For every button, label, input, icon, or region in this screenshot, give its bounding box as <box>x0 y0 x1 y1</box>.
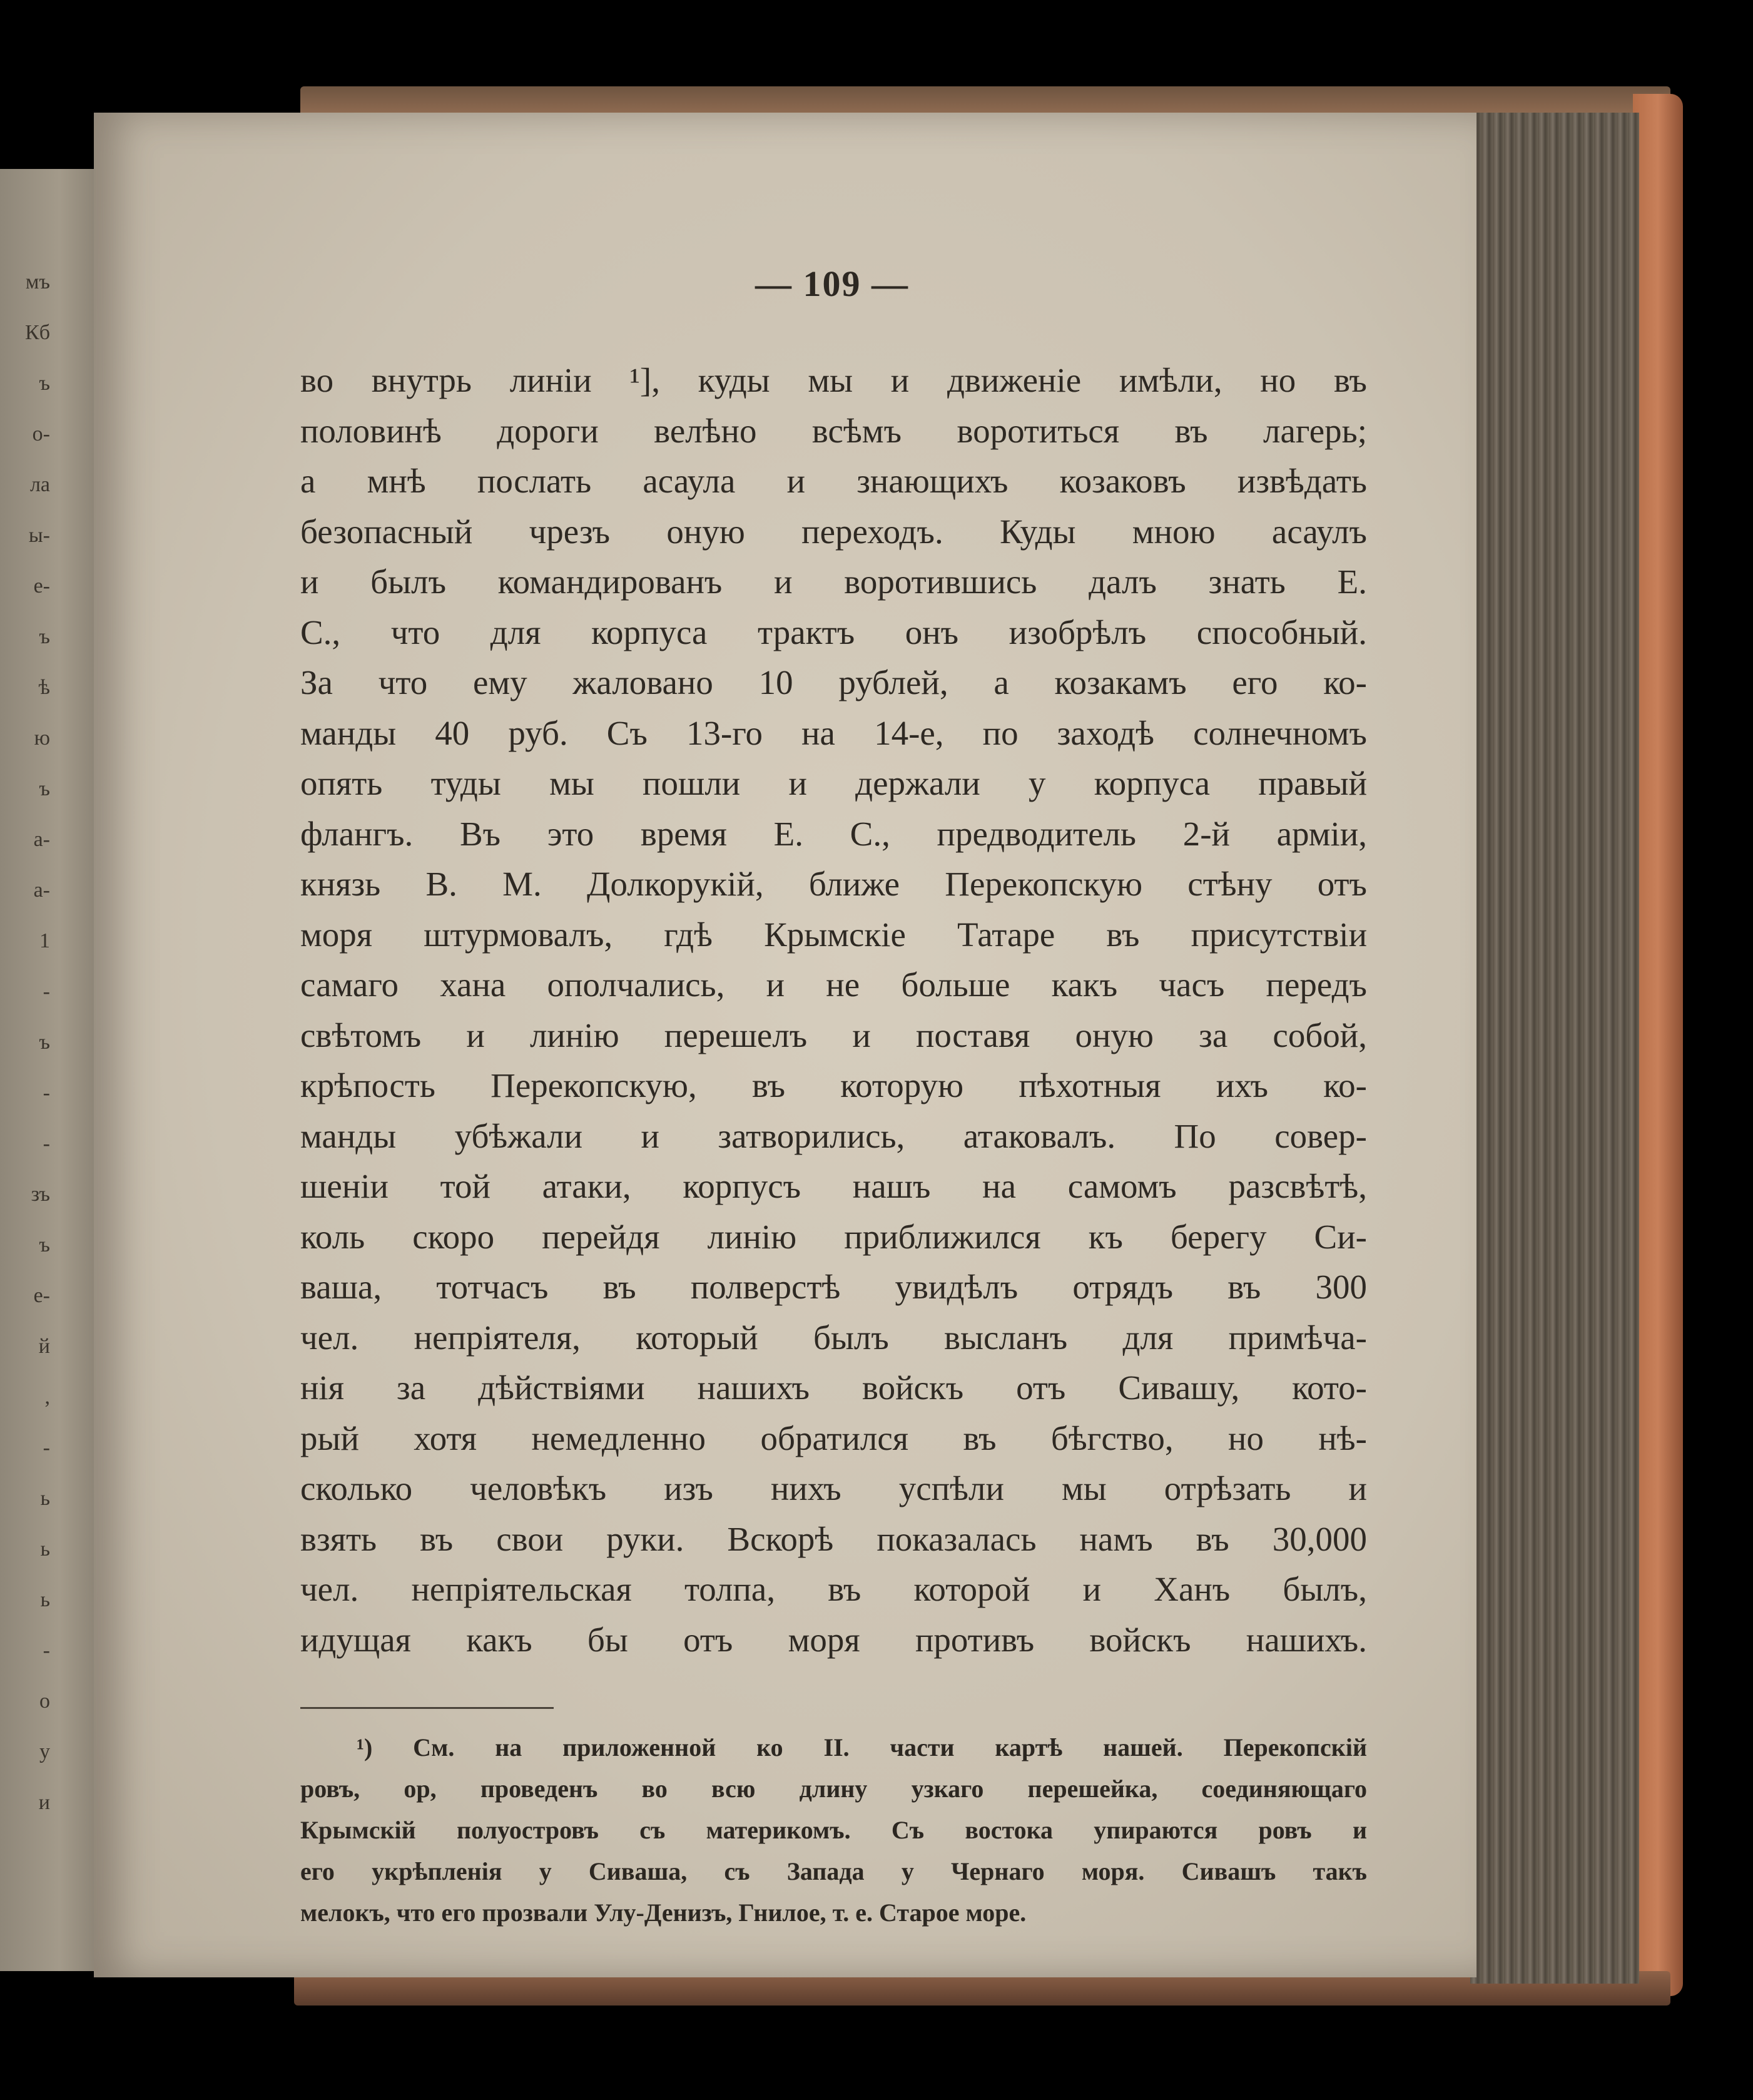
text-line: С., что для корпуса трактъ онъ изобрѣлъ способный. <box>300 613 1367 651</box>
text-line: самаго хана ополчались, и не больше какъ часъ передъ <box>300 966 1367 1004</box>
footnote-line: его укрѣпленія у Сиваша, съ Запада у Чернаго моря. Сивашъ такъ <box>300 1857 1367 1885</box>
footnote-line: мелокъ, что его прозвали Улу-Денизъ, Гнилое, т. е. Старое море. <box>300 1899 1027 1927</box>
fragment: ь <box>40 1487 50 1510</box>
fragment: ь <box>40 1588 50 1611</box>
fragment: ъ <box>39 777 50 800</box>
footnote-line: Крымскій полуостровъ съ материкомъ. Съ востока упираются ровъ и <box>300 1816 1367 1844</box>
fragment: 1 <box>39 929 50 952</box>
text-line: идущая какъ бы отъ моря противъ войскъ нашихъ. <box>300 1620 1367 1659</box>
left-page-text-fragments <box>0 257 50 1828</box>
book-page <box>94 113 1476 1977</box>
fragment: ъ <box>39 372 50 395</box>
text-line: и былъ командированъ и воротившись далъ знать Е. <box>300 563 1367 601</box>
fragment: - <box>43 980 50 1003</box>
text-line: манды убѣжали и затворились, атаковалъ. По совер- <box>300 1116 1367 1155</box>
fragment: е- <box>33 574 50 598</box>
fragment: ю <box>34 726 50 750</box>
fragment: о <box>39 1690 50 1713</box>
text-line: флангъ. Въ это время Е. С., предводитель 2-й арміи, <box>300 814 1367 853</box>
text-line: свѣтомъ и линію перешелъ и поставя оную за собой, <box>300 1016 1367 1054</box>
fragment: ла <box>29 473 50 496</box>
fragment: , <box>44 1385 50 1409</box>
fragment: и <box>38 1791 50 1814</box>
text-line: За что ему жаловано 10 рублей, а козакамъ его ко- <box>300 663 1367 701</box>
fragment: зъ <box>31 1183 50 1206</box>
footnote <box>300 1727 1367 1934</box>
fragment: о- <box>32 422 50 446</box>
fragment: а- <box>33 828 50 851</box>
fragment: ъ <box>39 625 50 648</box>
text-line: манды 40 руб. Съ 13-го на 14-е, по заходѣ солнечномъ <box>300 713 1367 752</box>
fragment: - <box>43 1639 50 1662</box>
fragment: мъ <box>25 270 50 293</box>
text-line: ваша, тотчасъ въ полверстѣ увидѣлъ отрядъ въ 300 <box>300 1268 1367 1306</box>
fragment: й <box>38 1335 50 1358</box>
text-line: во внутрь линіи ¹], куды мы и движеніе имѣли, но въ <box>300 361 1367 399</box>
fragment: - <box>43 1081 50 1104</box>
fragment: ъ <box>39 1233 50 1256</box>
text-line: опять туды мы пошли и держали у корпуса правый <box>300 764 1367 802</box>
page-edges-stack <box>1470 113 1639 1984</box>
text-line: взять въ свои руки. Вскорѣ показалась намъ въ 30,000 <box>300 1519 1367 1558</box>
text-line: половинѣ дороги велѣно всѣмъ воротиться въ лагерь; <box>300 411 1367 450</box>
text-line: а мнѣ послать асаула и знающихъ козаковъ извѣдать <box>300 462 1367 500</box>
text-line: моря штурмовалъ, гдѣ Крымскіе Татаре въ присутствіи <box>300 915 1367 954</box>
fragment: - <box>43 1436 50 1459</box>
book-cover-right-edge <box>1633 94 1683 1996</box>
fragment: е- <box>33 1284 50 1307</box>
text-line: шеніи той атаки, корпусъ нашъ на самомъ разсвѣтѣ, <box>300 1167 1367 1205</box>
fragment: у <box>39 1740 50 1763</box>
footnote-divider <box>300 1707 554 1709</box>
fragment: ы- <box>28 524 50 547</box>
fragment: - <box>43 1132 50 1155</box>
text-line: рый хотя немедленно обратился въ бѣгство, но нѣ- <box>300 1419 1367 1457</box>
text-line: нія за дѣйствіями нашихъ войскъ отъ Сивашу, кото- <box>300 1369 1367 1407</box>
fragment: ѣ <box>38 676 50 699</box>
fragment: ь <box>40 1537 50 1561</box>
page-number: — 109 — <box>755 263 909 304</box>
text-line: чел. непріятельская толпа, въ которой и Ханъ былъ, <box>300 1570 1367 1608</box>
fragment: ъ <box>39 1031 50 1054</box>
footnote-line: ровъ, ор, проведенъ во всю длину узкаго перешейка, соединяющаго <box>300 1775 1367 1803</box>
text-line: крѣпость Перекопскую, въ которую пѣхотныя ихъ ко- <box>300 1066 1367 1104</box>
fragment: Кб <box>25 321 50 344</box>
text-line: сколько человѣкъ изъ нихъ успѣли мы отрѣзать и <box>300 1469 1367 1507</box>
text-line: безопасный чрезъ оную переходъ. Куды мною асаулъ <box>300 512 1367 551</box>
text-line: коль скоро перейдя линію приближился къ берегу Си- <box>300 1217 1367 1256</box>
footnote-line: ¹) См. на приложенной ко II. части картѣ нашей. Перекопскій <box>357 1733 1367 1761</box>
fragment: а- <box>33 879 50 902</box>
text-line: князь В. М. Долкорукій, ближе Перекопскую стѣну отъ <box>300 865 1367 903</box>
text-line: чел. непріятеля, который былъ высланъ для примѣча- <box>300 1318 1367 1357</box>
body-text <box>300 355 1367 1665</box>
